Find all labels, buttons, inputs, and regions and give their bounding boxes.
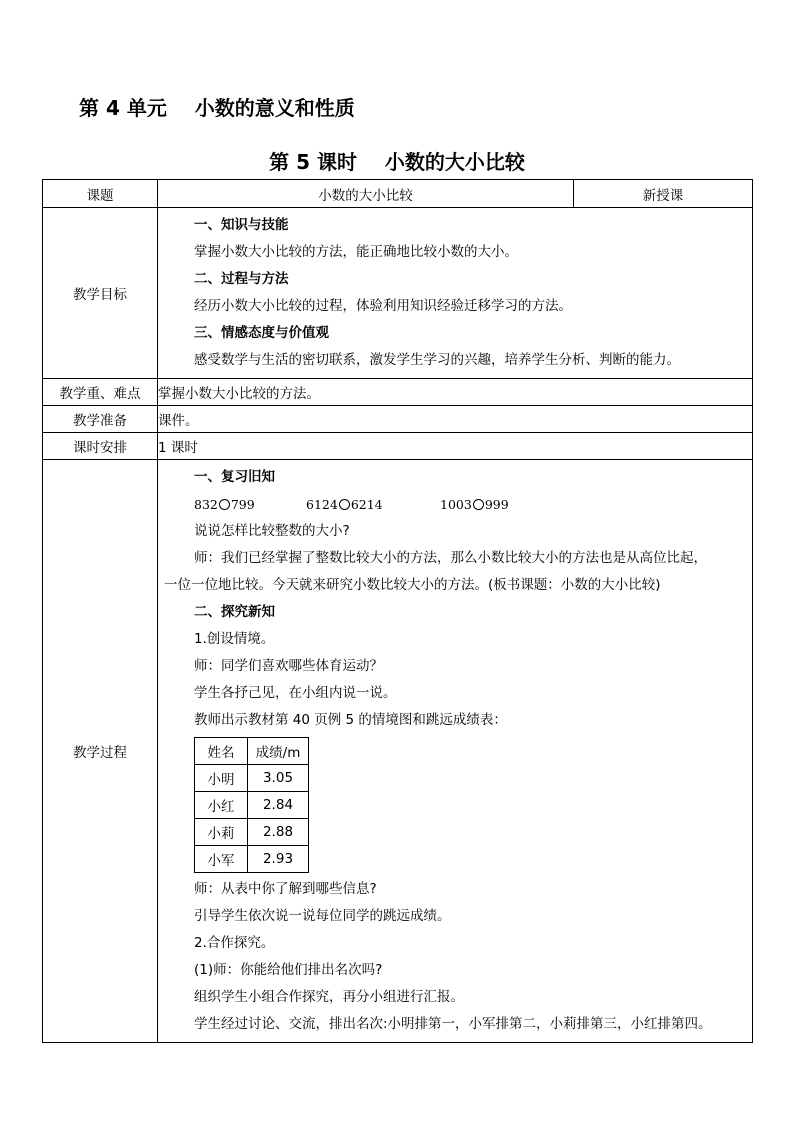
process-line-5: 师：从表中你了解到哪些信息?: [194, 881, 377, 897]
objective-heading-1: 一、知识与技能: [194, 217, 289, 233]
process-line-10: 学生经过讨论、交流，排出名次:小明排第一，小军排第二，小莉排第三，小红排第四。: [194, 1016, 712, 1032]
process-line-7: 2.合作探究。: [194, 935, 275, 951]
comparison-1: [194, 491, 306, 518]
lesson-title: 第 5 课时 小数的大小比较: [269, 150, 525, 174]
lesson-plan-table: [42, 179, 753, 1043]
schedule-row: [43, 433, 753, 460]
objective-heading-2: 二、过程与方法: [194, 271, 289, 287]
objective-text-1: 掌握小数大小比较的方法，能正确地比较小数的大小。: [194, 244, 518, 260]
header-row: [43, 180, 753, 208]
process-label: 教学过程: [43, 460, 158, 1043]
student-name: 小红: [195, 792, 248, 819]
process-line-2: 师：同学们喜欢哪些体育运动？: [194, 658, 383, 674]
key-points-row: [43, 379, 753, 406]
blank-circle-icon: [473, 499, 484, 510]
teacher-text-1b: 一位一位地比较。今天就来研究小数比较大小的方法。(板书课题：小数的大小比较): [164, 577, 661, 593]
process-line-9: 组织学生小组合作探究，再分小组进行汇报。: [194, 989, 464, 1005]
score-table-header: [195, 738, 309, 765]
student-name: 小莉: [195, 819, 248, 846]
process-line-6: 引导学生依次说一说每位同学的跳远成绩。: [194, 908, 451, 924]
table-row: [195, 765, 309, 792]
student-score: 3.05: [248, 765, 309, 792]
section-explore-heading: 二、探究新知: [194, 604, 275, 620]
preparation-row: [43, 406, 753, 433]
objective-text-2: 经历小数大小比较的过程，体验利用知识经验迁移学习的方法。: [194, 298, 572, 314]
table-row: [195, 792, 309, 819]
comparison-2: [306, 491, 440, 518]
blank-circle-icon: [219, 499, 230, 510]
comparison-2-right: 6214: [350, 497, 383, 512]
objective-heading-3: 三、情感态度与价值观: [194, 325, 329, 341]
student-score: 2.93: [248, 846, 309, 873]
key-points-label: 教学重、难点: [43, 379, 158, 406]
student-name: 小明: [195, 765, 248, 792]
process-line-8: (1)师：你能给他们排出名次吗?: [194, 962, 383, 978]
key-points-value: 掌握小数大小比较的方法。: [158, 379, 753, 406]
topic-label: 课题: [43, 180, 158, 208]
objective-text-3: 感受数学与生活的密切联系，激发学生学习的兴趣，培养学生分析、判断的能力。: [194, 352, 680, 368]
topic-value: 小数的大小比较: [158, 180, 574, 208]
score-header-score: 成绩/m: [248, 738, 309, 765]
student-score: 2.88: [248, 819, 309, 846]
objectives-row: [43, 208, 753, 379]
unit-title: 第 4 单元 小数的意义和性质: [79, 96, 355, 120]
process-line-1: 1.创设情境。: [194, 631, 275, 647]
process-row: [43, 460, 753, 1043]
student-name: 小军: [195, 846, 248, 873]
comparison-3: [440, 491, 509, 518]
comparison-exercises: [164, 491, 746, 518]
objectives-content: [158, 208, 753, 379]
comparison-2-left: 6124: [306, 497, 338, 512]
preparation-label: 教学准备: [43, 406, 158, 433]
schedule-value: 1 课时: [158, 433, 753, 460]
lesson-type: 新授课: [574, 180, 753, 208]
comparison-3-left: 1003: [440, 497, 472, 512]
schedule-label: 课时安排: [43, 433, 158, 460]
review-question: 说说怎样比较整数的大小?: [194, 523, 350, 539]
section-review-heading: 一、复习旧知: [194, 469, 275, 485]
score-header-name: 姓名: [195, 738, 248, 765]
comparison-1-right: 799: [230, 497, 255, 512]
process-content: [158, 460, 753, 1043]
preparation-value: 课件。: [158, 406, 753, 433]
process-line-3: 学生各抒己见，在小组内说一说。: [194, 685, 397, 701]
student-score: 2.84: [248, 792, 309, 819]
long-jump-score-table: [194, 737, 309, 873]
objectives-label: 教学目标: [43, 208, 158, 379]
table-row: [195, 819, 309, 846]
process-line-4: 教师出示教材第 40 页例 5 的情境图和跳远成绩表：: [194, 712, 507, 728]
comparison-1-left: 832: [194, 497, 218, 512]
blank-circle-icon: [339, 499, 350, 510]
teacher-text-1a: 师：我们已经掌握了整数比较大小的方法，那么小数比较大小的方法也是从高位比起，: [194, 550, 707, 566]
table-row: [195, 846, 309, 873]
comparison-3-right: 999: [484, 497, 509, 512]
